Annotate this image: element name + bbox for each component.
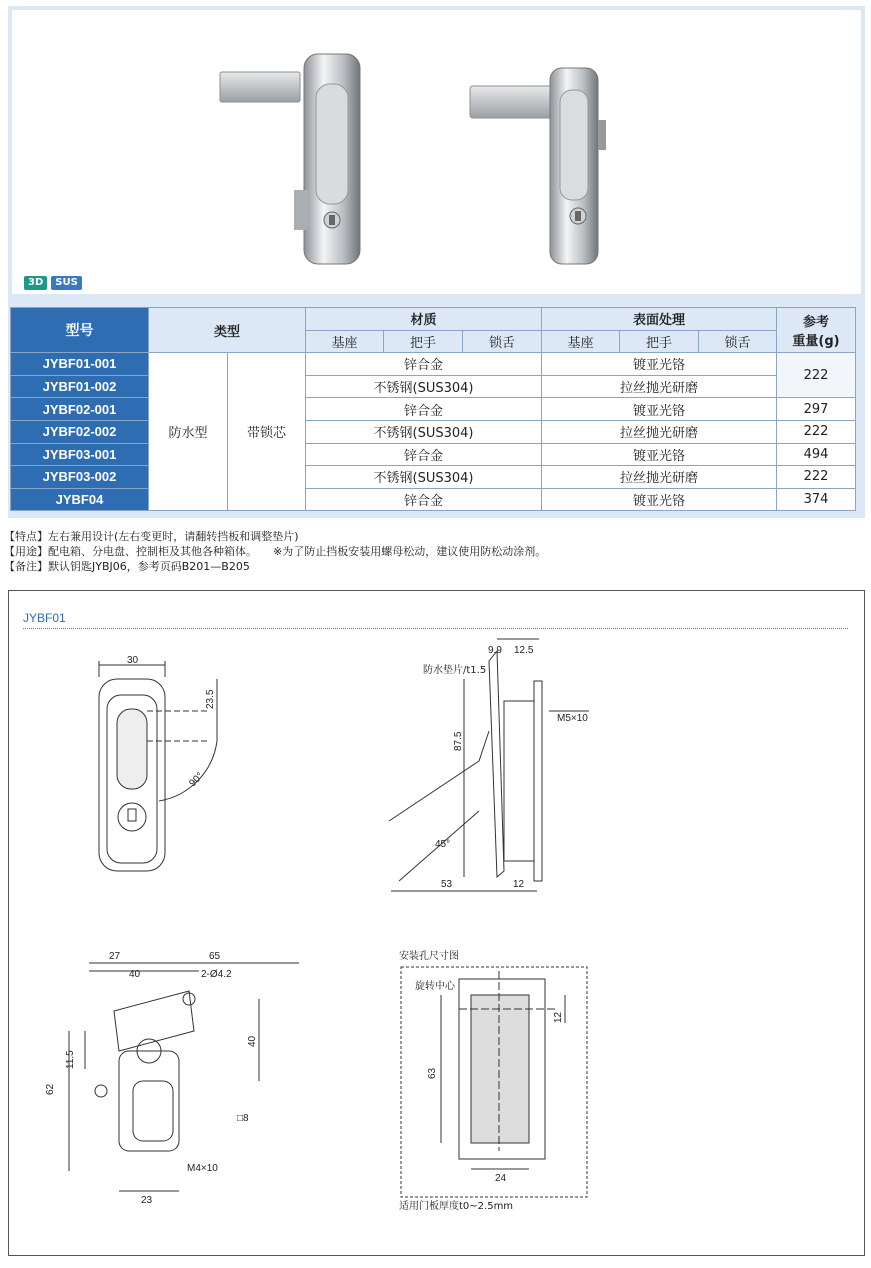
dim-45deg: 45°: [435, 839, 451, 850]
surface-cell: 镀亚光铬: [542, 398, 777, 421]
panel-thickness-label: 适用门板厚度t0~2.5mm: [399, 1201, 514, 1212]
dim-87-5: 87.5: [453, 731, 464, 751]
header-material-tongue: 锁舌: [463, 330, 542, 353]
table-row: [11, 375, 856, 398]
note-usage-tip: ※为了防止挡板安装用螺母松动，建议使用防松动涂剂。: [273, 545, 547, 558]
dim-65: 65: [209, 951, 221, 962]
latch-angled-view: [470, 68, 606, 264]
dim-23: 23: [141, 1195, 153, 1206]
cutout-dim-24: 24: [495, 1173, 507, 1184]
model-cell[interactable]: JYBF02-002: [11, 420, 149, 443]
surface-cell: 镀亚光铬: [542, 443, 777, 466]
table-row: [11, 466, 856, 489]
header-surface-tongue: 锁舌: [699, 330, 777, 353]
header-type: 类型: [149, 308, 306, 353]
header-weight-line2: 重量(g): [792, 334, 840, 350]
note-remark: 【备注】默认钥匙JYBJ06，参考页码B201—B205: [4, 560, 250, 573]
material-cell: 锌合金: [306, 353, 542, 376]
dim-12-5: 12.5: [514, 645, 534, 656]
type-sub-cell: 带锁芯: [228, 353, 306, 511]
table-row: [11, 443, 856, 466]
surface-cell: 拉丝抛光研磨: [542, 420, 777, 443]
back-view: [69, 963, 299, 1191]
latch-front-view: [220, 54, 360, 264]
weight-cell: 494: [777, 443, 856, 466]
material-cell: 不锈钢(SUS304): [306, 420, 542, 443]
technical-drawing: [8, 590, 865, 1256]
dim-12: 12: [513, 879, 525, 890]
header-weight: [777, 308, 856, 353]
weight-cell: 222: [777, 420, 856, 443]
note-usage-line: [4, 544, 546, 559]
weight-cell: 297: [777, 398, 856, 421]
dim-40b: 40: [247, 1035, 258, 1047]
model-cell[interactable]: JYBF01-002: [11, 375, 149, 398]
model-cell[interactable]: JYBF03-002: [11, 466, 149, 489]
material-cell: 锌合金: [306, 488, 542, 511]
weight-cell: 222: [777, 353, 856, 398]
cutout-dim-63: 63: [427, 1067, 438, 1079]
sq8-label: □8: [237, 1113, 249, 1124]
dim-40a: 40: [129, 969, 141, 980]
tag-sus[interactable]: SUS: [51, 276, 82, 290]
front-view: [99, 661, 217, 871]
dim-53: 53: [441, 879, 453, 890]
type-group-cell: 防水型: [149, 353, 228, 511]
model-cell[interactable]: JYBF02-001: [11, 398, 149, 421]
dim-23-5: 23.5: [205, 689, 216, 709]
cutout-title: 安装孔尺寸图: [399, 951, 459, 962]
side-view: [389, 639, 589, 891]
note-feature: 【特点】左右兼用设计(左右变更时，请翻转挡板和调整垫片): [4, 530, 299, 543]
latch-illustration: [12, 10, 861, 294]
table-row: [11, 398, 856, 421]
feature-tags: [24, 276, 82, 290]
dim-27: 27: [109, 951, 121, 962]
header-surface-handle: 把手: [620, 330, 699, 353]
dim-62: 62: [45, 1083, 56, 1095]
header-material-handle: 把手: [384, 330, 463, 353]
header-surface-base: 基座: [542, 330, 620, 353]
table-row: [11, 488, 856, 511]
spec-table: [10, 307, 856, 511]
weight-cell: 374: [777, 488, 856, 511]
rotation-center-label: 旋转中心: [415, 981, 455, 992]
dim-30: 30: [127, 655, 139, 666]
model-cell[interactable]: JYBF01-001: [11, 353, 149, 376]
drawing-title: JYBF01: [23, 611, 66, 625]
header-material-base: 基座: [306, 330, 384, 353]
cutout-dim-12: 12: [553, 1011, 564, 1023]
weight-cell: 222: [777, 466, 856, 489]
surface-cell: 拉丝抛光研磨: [542, 375, 777, 398]
dim-90deg: 90°: [187, 770, 206, 790]
material-cell: 不锈钢(SUS304): [306, 375, 542, 398]
hole-label: 2-Ø4.2: [201, 969, 232, 980]
m4-label: M4×10: [187, 1163, 218, 1174]
surface-cell: 拉丝抛光研磨: [542, 466, 777, 489]
notes-block: [4, 529, 546, 574]
drawing-svg: [9, 591, 864, 1255]
dim-11-5: 11.5: [65, 1050, 76, 1069]
m5-label: M5×10: [557, 713, 588, 724]
note-usage: 【用途】配电箱、分电盘、控制柜及其他各种箱体。: [4, 545, 257, 558]
material-cell: 不锈钢(SUS304): [306, 466, 542, 489]
tag-3d[interactable]: 3D: [24, 276, 47, 290]
material-cell: 锌合金: [306, 443, 542, 466]
dim-9-9: 9.9: [488, 645, 502, 656]
model-cell[interactable]: JYBF04: [11, 488, 149, 511]
table-row: [11, 420, 856, 443]
surface-cell: 镀亚光铬: [542, 488, 777, 511]
table-row: [11, 353, 856, 376]
header-weight-line1: 参考: [803, 315, 830, 331]
model-cell[interactable]: JYBF03-001: [11, 443, 149, 466]
material-cell: 锌合金: [306, 398, 542, 421]
header-surface: 表面处理: [542, 308, 777, 331]
gasket-label: 防水垫片/t1.5: [423, 665, 487, 676]
product-photo: [12, 10, 861, 294]
surface-cell: 镀亚光铬: [542, 353, 777, 376]
header-material: 材质: [306, 308, 542, 331]
cutout-diagram: [401, 967, 587, 1197]
header-model: 型号: [11, 308, 149, 353]
